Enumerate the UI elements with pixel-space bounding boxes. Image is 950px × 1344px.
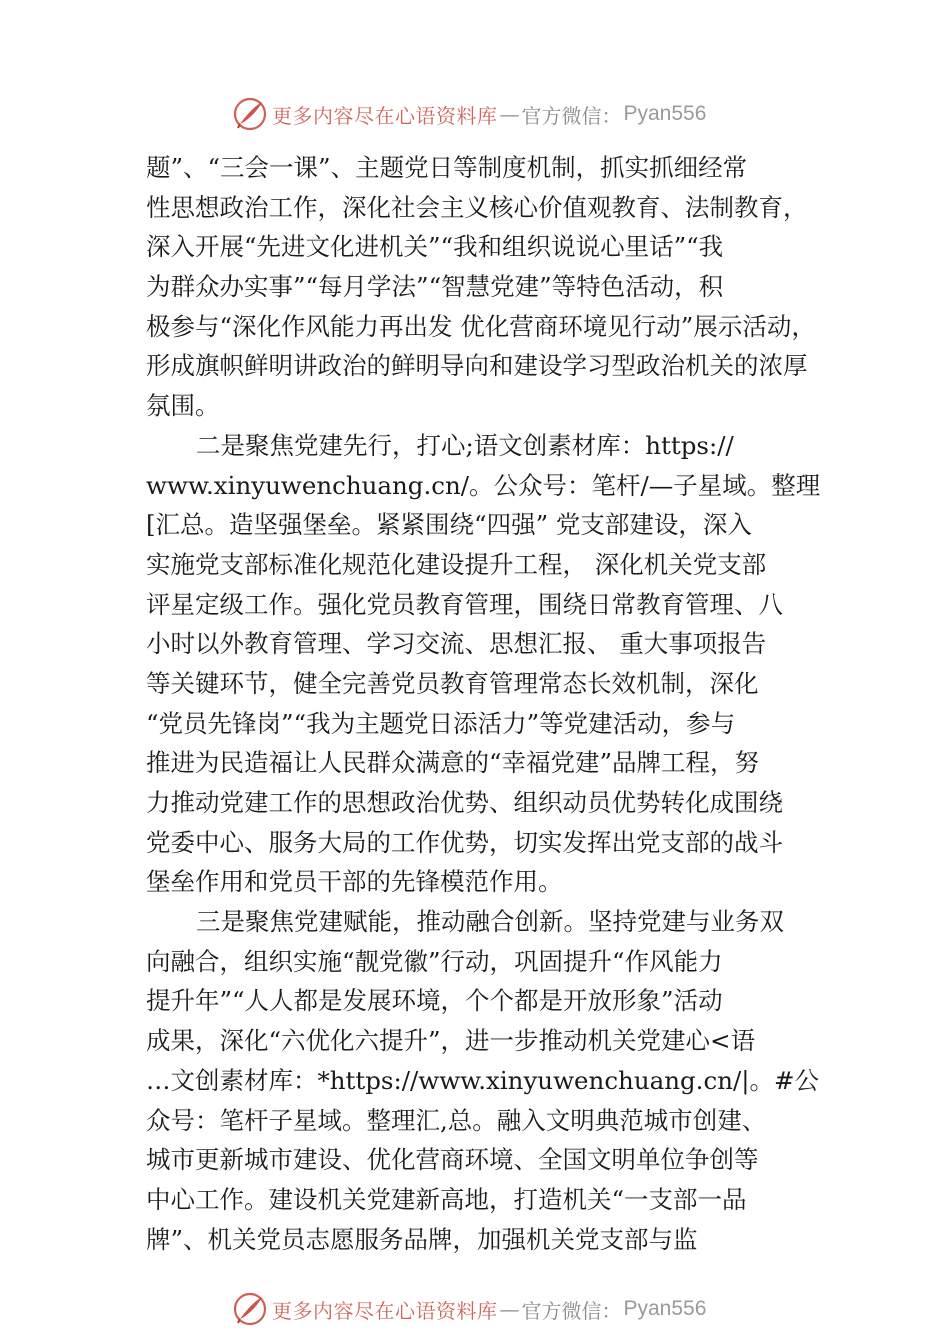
text-line: 推进为民造福让人民群众满意的“幸福党建”品牌工程，努: [146, 748, 760, 778]
paragraph-start-line: 二是聚焦党建先行，打心;语文创素材库：https://: [196, 430, 734, 460]
banner-dash: —: [499, 102, 520, 126]
text-line: 中心工作。建设机关党建新高地，打造机关“一支部一品: [146, 1184, 747, 1214]
banner-wechat-id: Pyan556: [623, 1297, 707, 1320]
text-line: 氛围。: [146, 391, 220, 421]
banner-wechat-label: 官方微信：: [521, 103, 622, 128]
text-line: 等关键环节，健全完善党员教育管理常态长效机制，深化: [146, 668, 759, 698]
paragraph-start-line: 三是聚焦党建赋能，推动融合创新。坚持党建与业务双: [196, 907, 784, 937]
text-line: “党员先锋岗”“我为主题党日添活力”等党建活动，参与: [146, 708, 736, 738]
text-line: 性思想政治工作，深化社会主义核心价值观教育、法制教育，: [146, 192, 808, 222]
text-line: 评星定级工作。强化党员教育管理，围绕日常教育管理、八: [146, 589, 783, 619]
text-line: 小时以外教育管理、学习交流、思想汇报、 重大事项报告: [146, 629, 767, 659]
text-line: [汇总。造坚强堡垒。紧紧围绕“四强” 党支部建设，深入: [146, 510, 752, 540]
footer-watermark-banner: [232, 1289, 706, 1329]
text-line: 实施党支部标准化规范化建设提升工程， 深化机关党支部: [146, 549, 767, 579]
banner-text: 更多内容尽在心语资料库: [272, 1298, 498, 1323]
header-watermark-banner: [232, 94, 706, 134]
text-line: 众号：笔杆子星域。整理汇,总。融入文明典范城市创建、: [146, 1105, 767, 1135]
text-line: 牌”、机关党员志愿服务品牌，加强机关党支部与监: [146, 1224, 698, 1254]
text-line: 题”、“三会一课”、主题党日等制度机制，抓实抓细经常: [146, 153, 748, 182]
text-line: 向融合，组织实施“靓党徽”行动，巩固提升“作风能力: [146, 946, 723, 976]
banner-dash: —: [499, 1297, 520, 1321]
text-line: 为群众办实事”“每月学法”“智慧党建”等特色活动，积: [146, 272, 724, 302]
text-line: 提升年”“人人都是发展环境，个个都是开放形象”活动: [146, 986, 723, 1016]
text-line: 堡垒作用和党员干部的先锋模范作用。: [146, 867, 563, 897]
text-line: 极参与“深化作风能力再出发 优化营商环境见行动”展示活动，: [146, 311, 816, 341]
text-line: 深入开展“先进文化进机关”“我和组织说说心里话”“我: [146, 232, 724, 262]
text-line: 力推动党建工作的思想政治优势、组织动员优势转化成围绕: [146, 788, 783, 817]
text-line: …文创素材库：*https://www.xinyuwenchuang.cn/|。#公: [146, 1065, 820, 1095]
banner-text: 更多内容尽在心语资料库: [272, 103, 498, 128]
quill-logo-icon: [232, 96, 268, 132]
text-line: 城市更新城市建设、优化营商环境、全国文明单位争创等: [146, 1145, 759, 1175]
banner-wechat-id: Pyan556: [623, 102, 707, 125]
banner-wechat-label: 官方微信：: [521, 1298, 622, 1323]
text-line: 成果，深化“六优化六提升”，进一步推动机关党建心<语: [146, 1026, 756, 1056]
quill-logo-icon: [232, 1291, 268, 1327]
document-body: [146, 148, 846, 1259]
text-line: www.xinyuwenchuang.cn/。公众号：笔杆/—子星域。整理: [146, 470, 821, 500]
text-line: 党委中心、服务大局的工作优势，切实发挥出党支部的战斗: [146, 827, 783, 857]
text-line: 形成旗帜鲜明讲政治的鲜明导向和建设学习型政治机关的浓厚: [146, 351, 808, 381]
